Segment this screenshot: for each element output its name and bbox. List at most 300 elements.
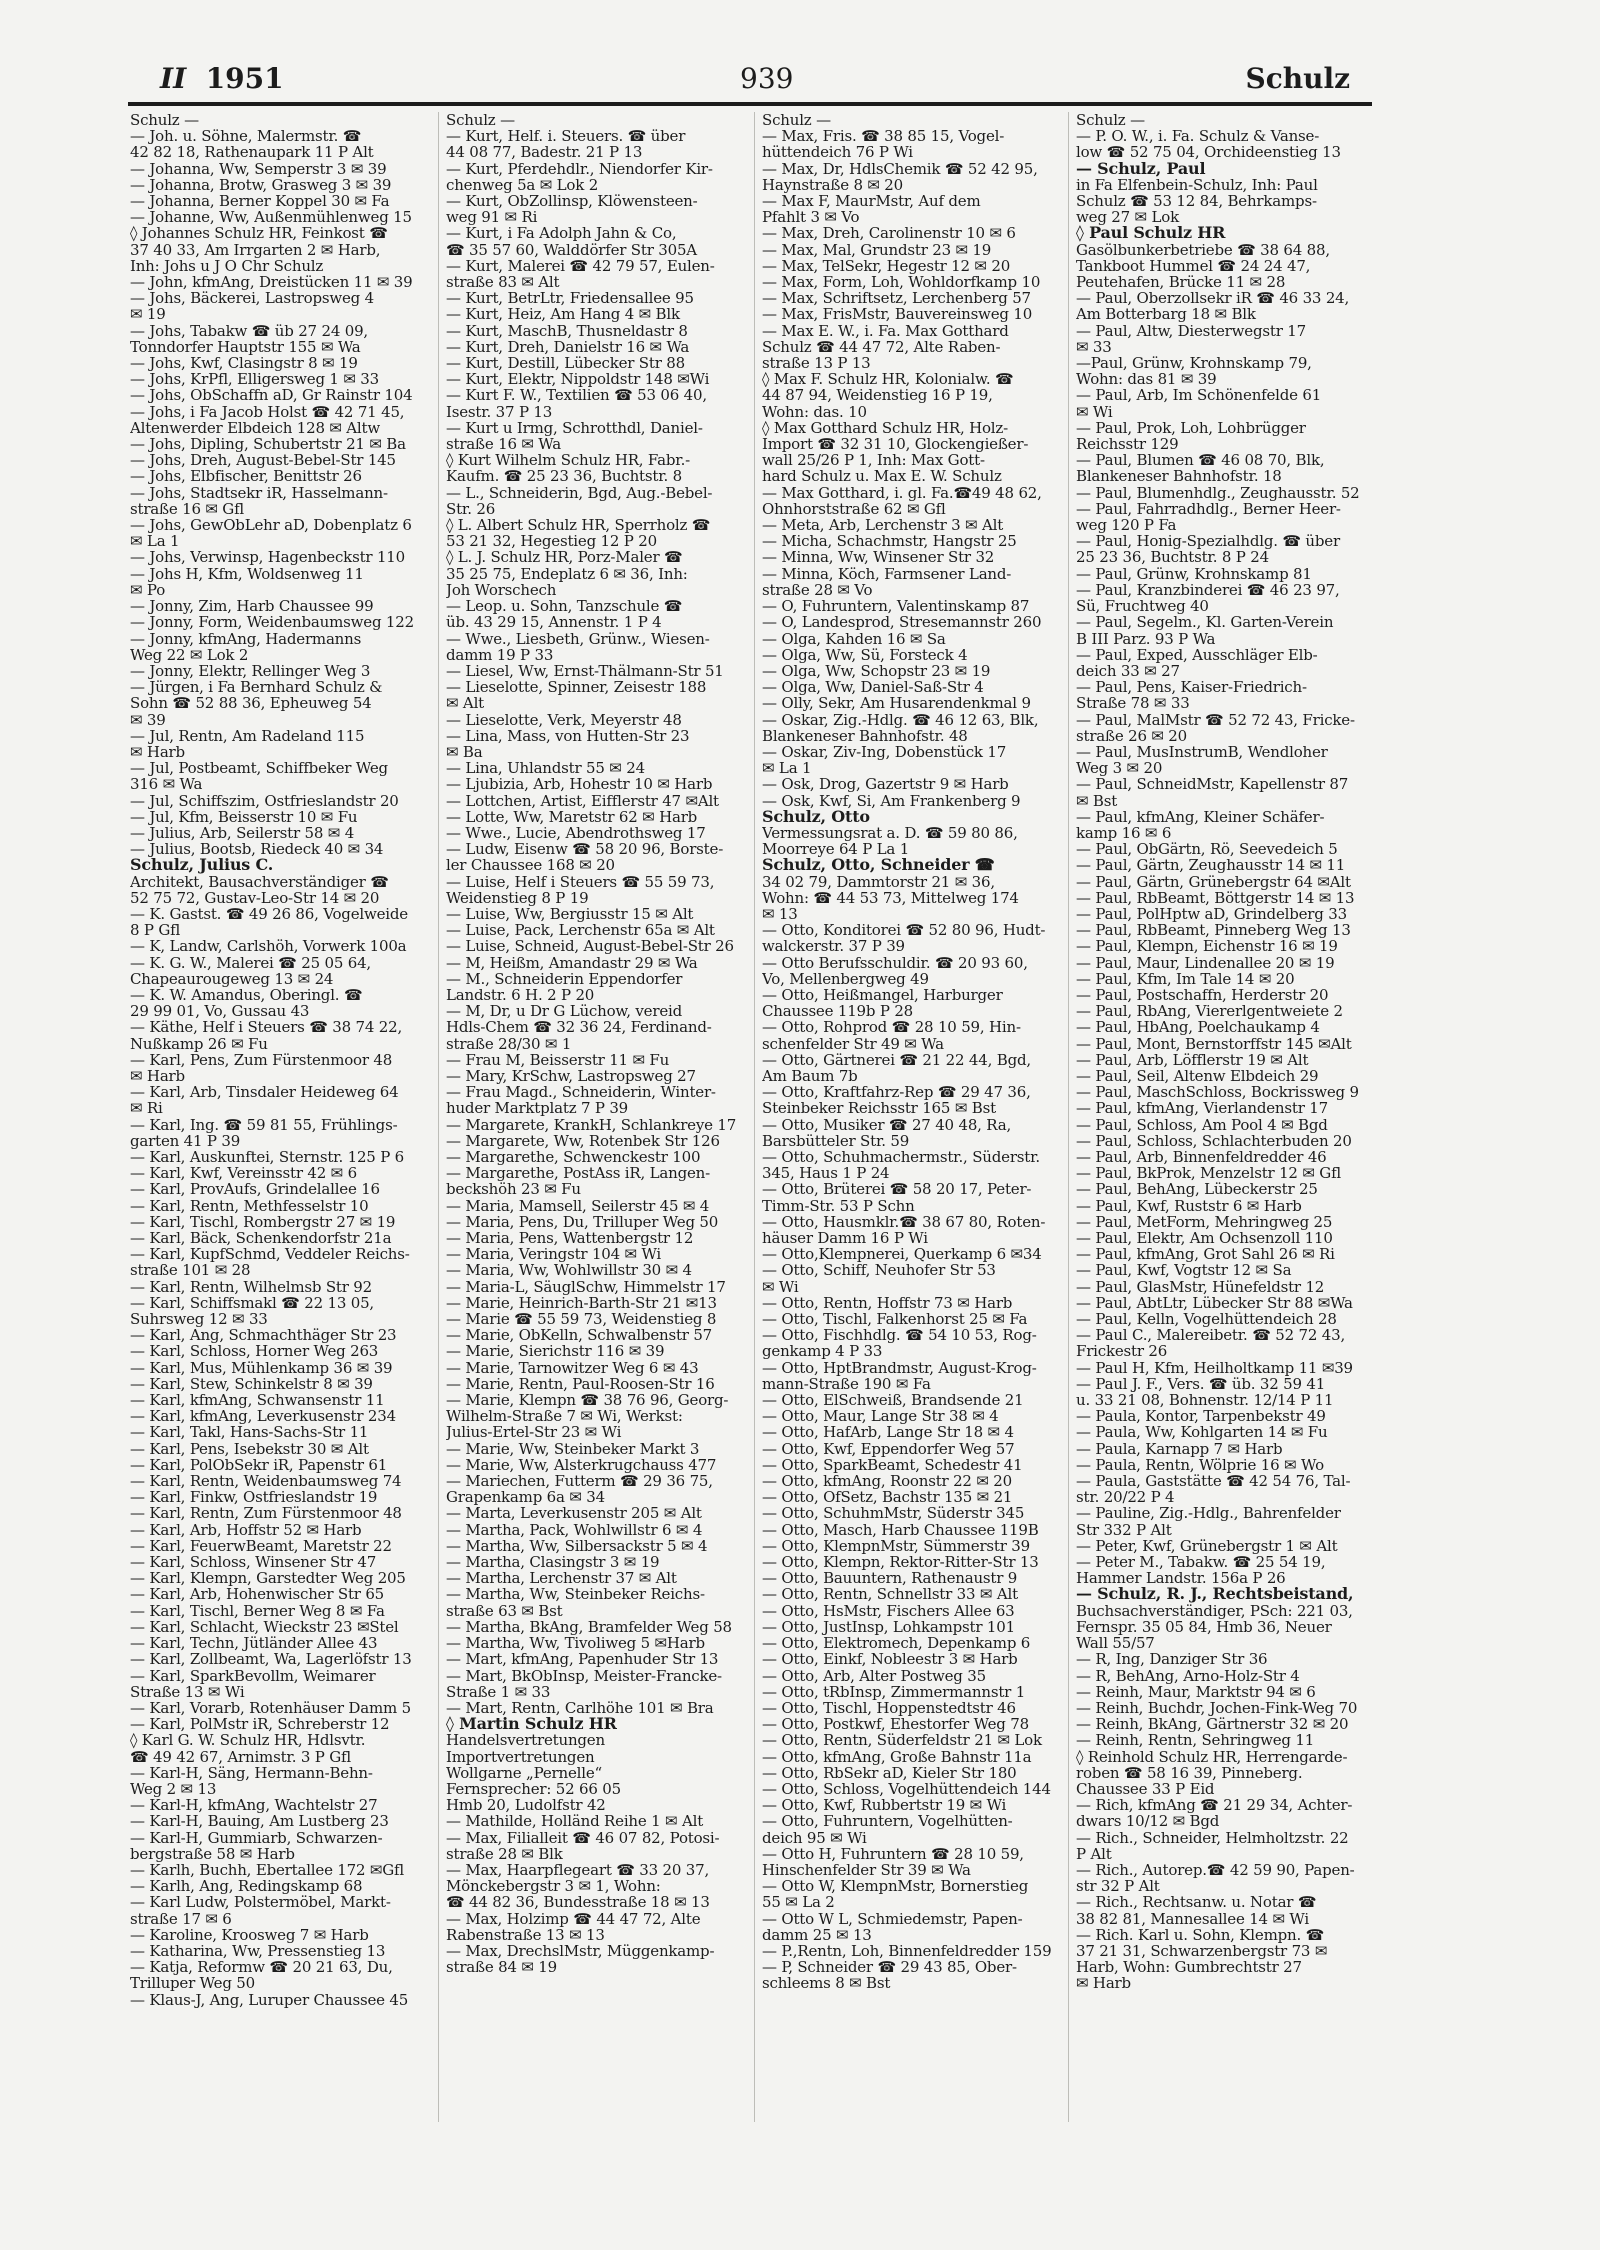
header-rule: [128, 102, 1372, 106]
column-divider: [754, 112, 755, 2122]
directory-entry-line: ✉ 39: [130, 711, 166, 728]
directory-entry-line: Rabenstraße 13 ✉ 13: [446, 1926, 605, 1943]
directory-entry-line: — Jonny, kfmAng, Hadermanns: [130, 630, 362, 647]
directory-entry-line: — Otto, Schuhmachermstr., Süderstr.: [762, 1149, 1041, 1166]
directory-entry-line: — Lotte, Ww, Maretstr 62 ✉ Harb: [446, 808, 698, 825]
directory-entry-line: — Karl, Pens, Zum Fürstenmoor 48: [130, 1051, 393, 1068]
directory-entry-line: — Paul, Honig-Spezialhdlg. ☎ über: [1076, 533, 1340, 550]
directory-entry-line: Reichsstr 129: [1076, 436, 1179, 453]
directory-entry-line: Schulz, Otto, Schneider ☎: [762, 857, 995, 874]
directory-entry-line: — Paul, Schloss, Am Pool 4 ✉ Bgd: [1076, 1116, 1328, 1133]
directory-entry-line: — Otto, Rohprod ☎ 28 10 59, Hin-: [762, 1019, 1021, 1036]
directory-entry-line: — Wwe., Lucie, Abendrothsweg 17: [446, 824, 706, 842]
directory-entry-line: mann-Straße 190 ✉ Fa: [762, 1375, 931, 1393]
directory-entry-line: — Mart, BkObInsp, Meister-Francke-: [446, 1667, 722, 1684]
directory-entry-line: Moorreye 64 P La 1: [762, 841, 910, 858]
directory-entry-line: Altenwerder Elbdeich 128 ✉ Altw: [130, 419, 380, 437]
directory-entry-line: — Marie, Rentn, Paul-Roosen-Str 16: [446, 1375, 715, 1393]
directory-entry-line: — Johs, Tabakw ☎ üb 27 24 09,: [130, 322, 368, 339]
directory-entry-line: — Paul, Grünw, Krohnskamp 81: [1076, 565, 1312, 582]
directory-entry-line: — Max, Filialleit ☎ 46 07 82, Potosi-: [446, 1829, 720, 1846]
directory-entry-line: — Paul, Maur, Lindenallee 20 ✉ 19: [1076, 954, 1335, 971]
directory-entry-line: — Max E. W., i. Fa. Max Gotthard: [762, 322, 1009, 339]
directory-entry-line: — Johs, Elbfischer, Benittstr 26: [130, 468, 362, 485]
directory-entry-line: — Marie, ObKelln, Schwalbenstr 57: [446, 1327, 713, 1344]
directory-entry-line: — Kurt, ObZollinsp, Klöwensteen-: [446, 193, 698, 210]
directory-entry-line: — Paul, Exped, Ausschläger Elb-: [1076, 646, 1318, 663]
directory-entry-line: Gasölbunkerbetriebe ☎ 38 64 88,: [1076, 241, 1330, 258]
directory-entry-line: — Karl, Takl, Hans-Sachs-Str 11: [130, 1424, 369, 1441]
directory-entry-line: — Paul, RbBeamt, Böttgerstr 14 ✉ 13: [1076, 889, 1355, 906]
directory-entry-line: — Max, Dreh, Carolinenstr 10 ✉ 6: [762, 225, 1016, 242]
directory-entry-line: — Karl Ludw, Polstermöbel, Markt-: [130, 1894, 391, 1911]
directory-entry-line: — Kurt F. W., Textilien ☎ 53 06 40,: [446, 387, 707, 404]
directory-entry-line: — Max, FrisMstr, Bauvereinsweg 10: [762, 306, 1033, 323]
directory-entry-line: — Otto, kfmAng, Große Bahnstr 11a: [762, 1748, 1032, 1765]
directory-entry-line: Barsbütteler Str. 59: [762, 1132, 910, 1149]
directory-entry-line: — Karl-H, Bauing, Am Lustberg 23: [130, 1813, 389, 1830]
directory-entry-line: — Max, Holzimp ☎ 44 47 72, Alte: [446, 1910, 701, 1927]
directory-entry-line: — Marie, Tarnowitzer Weg 6 ✉ 43: [446, 1359, 699, 1376]
directory-entry-line: Steinbeker Reichsstr 165 ✉ Bst: [762, 1100, 996, 1117]
directory-entry-line: damm 19 P 33: [446, 646, 554, 663]
directory-entry-line: straße 13 P 13: [762, 355, 871, 372]
directory-entry-line: walckerstr. 37 P 39: [762, 938, 905, 955]
directory-entry-line: ◊ Paul Schulz HR: [1076, 225, 1226, 242]
directory-entry-line: — Otto, Schiff, Neuhofer Str 53: [762, 1262, 996, 1279]
directory-entry-line: — John, kfmAng, Dreistücken 11 ✉ 39: [130, 274, 413, 291]
directory-entry-line: Julius-Ertel-Str 23 ✉ Wi: [446, 1424, 622, 1441]
directory-entry-line: Blankeneser Bahnhofstr. 18: [1076, 468, 1282, 485]
directory-entry-line: ✉ 19: [130, 306, 166, 323]
directory-entry-line: — Paul, ObGärtn, Rö, Seevedeich 5: [1076, 841, 1338, 858]
header-year: 1951: [205, 62, 284, 95]
directory-entry-line: Wohn: ☎ 44 53 73, Mittelweg 174: [762, 889, 1019, 906]
directory-entry-line: — Max Gotthard, i. gl. Fa.☎49 48 62,: [762, 484, 1042, 501]
directory-entry-line: 345, Haus 1 P 24: [762, 1165, 890, 1182]
directory-entry-line: — Pauline, Zig.-Hdlg., Bahrenfelder: [1076, 1505, 1341, 1522]
header-volume: II: [160, 62, 187, 95]
directory-entry-line: — Max, Schriftsetz, Lerchenberg 57: [762, 290, 1031, 307]
directory-entry-line: — Paul, MalMstr ☎ 52 72 43, Fricke-: [1076, 711, 1355, 728]
directory-entry-line: — Paul, Arb, Im Schönenfelde 61: [1076, 387, 1322, 404]
directory-entry-line: — Mary, KrSchw, Lastropsweg 27: [446, 1067, 696, 1085]
directory-entry-line: — Johs, Dreh, August-Bebel-Str 145: [130, 452, 396, 469]
directory-entry-line: — Paul, Kwf, Vogtstr 12 ✉ Sa: [1076, 1262, 1292, 1279]
directory-entry-line: Ohnhorststraße 62 ✉ Gfl: [762, 500, 946, 518]
directory-entry-line: — Johs, ObSchaffn aD, Gr Rainstr 104: [130, 387, 413, 404]
directory-entry-line: — Paul, kfmAng, Vierlandenstr 17: [1076, 1100, 1328, 1117]
directory-entry-line: — Paul, kfmAng, Grot Sahl 26 ✉ Ri: [1076, 1246, 1335, 1263]
directory-entry-line: — Martha, Ww, Steinbeker Reichs-: [446, 1586, 705, 1603]
directory-entry-line: Hammer Landstr. 156a P 26: [1076, 1570, 1286, 1587]
directory-entry-line: — Paul, Altw, Diesterwegstr 17: [1076, 322, 1306, 339]
directory-entry-line: Hinschenfelder Str 39 ✉ Wa: [762, 1861, 971, 1879]
directory-entry-line: Architekt, Bausachverständiger ☎: [130, 873, 389, 890]
directory-entry-line: — Otto, Heißmangel, Harburger: [762, 986, 1003, 1004]
directory-entry-line: Schulz —: [1076, 112, 1145, 129]
directory-entry-line: — Paul, Pens, Kaiser-Friedrich-: [1076, 679, 1307, 696]
directory-entry-line: — Otto W L, Schmiedemstr, Papen-: [762, 1910, 1023, 1927]
directory-entry-line: 8 P Gfl: [130, 922, 181, 939]
directory-entry-line: — Karl, kfmAng, Schwansenstr 11: [130, 1392, 385, 1409]
directory-entry-line: Harb, Wohn: Gumbrechtstr 27: [1076, 1959, 1302, 1976]
directory-entry-line: ◊ L. J. Schulz HR, Porz-Maler ☎: [446, 549, 683, 566]
directory-entry-line: — Maria, Pens, Wattenbergstr 12: [446, 1230, 694, 1247]
directory-entry-line: — Maria, Mamsell, Seilerstr 45 ✉ 4: [446, 1197, 710, 1214]
directory-entry-line: ☎ 44 82 36, Bundesstraße 18 ✉ 13: [446, 1894, 710, 1911]
directory-entry-line: ◊ L. Albert Schulz HR, Sperrholz ☎: [446, 517, 711, 534]
directory-entry-line: Grapenkamp 6a ✉ 34: [446, 1489, 605, 1506]
directory-entry-line: — Marie ☎ 55 59 73, Weidenstieg 8: [446, 1311, 717, 1328]
directory-entry-line: — Max F, MaurMstr, Auf dem: [762, 193, 981, 210]
directory-entry-line: weg 91 ✉ Ri: [446, 209, 538, 226]
directory-entry-line: Schulz, Julius C.: [130, 857, 274, 874]
directory-entry-line: — Maria-L, SäuglSchw, Himmelstr 17: [446, 1278, 726, 1295]
directory-entry-line: Schulz —: [762, 112, 831, 129]
directory-entry-line: Importvertretungen: [446, 1748, 595, 1765]
directory-entry-line: — Karl, Ang, Schmachthäger Str 23: [130, 1327, 397, 1344]
directory-entry-line: Chaussee 119b P 28: [762, 1003, 914, 1020]
directory-entry-line: Str 332 P Alt: [1076, 1521, 1172, 1538]
directory-entry-line: — Paul, Kranzbinderei ☎ 46 23 97,: [1076, 581, 1340, 599]
directory-column-1: [130, 112, 426, 2122]
directory-entry-line: ✉ Alt: [446, 695, 484, 712]
directory-entry-line: — Karl, Kwf, Vereinsstr 42 ✉ 6: [130, 1165, 357, 1182]
directory-entry-line: hard Schulz u. Max E. W. Schulz: [762, 468, 1002, 485]
directory-entry-line: Peutehafen, Brücke 11 ✉ 28: [1076, 274, 1286, 291]
directory-entry-line: — Otto, Einkf, Nobleestr 3 ✉ Harb: [762, 1651, 1018, 1668]
directory-entry-line: — Paul, Arb, Löfflerstr 19 ✉ Alt: [1076, 1051, 1309, 1068]
directory-entry-line: Hdls-Chem ☎ 32 36 24, Ferdinand-: [446, 1019, 712, 1036]
directory-entry-line: — Osk, Drog, Gazertstr 9 ✉ Harb: [762, 776, 1009, 793]
directory-entry-line: ✉ Harb: [130, 743, 185, 761]
directory-entry-line: — Paula, Gaststätte ☎ 42 54 76, Tal-: [1076, 1473, 1351, 1490]
directory-entry-line: Suhrsweg 12 ✉ 33: [130, 1311, 268, 1328]
directory-entry-line: — Mathilde, Holländ Reihe 1 ✉ Alt: [446, 1813, 704, 1830]
directory-entry-line: 52 75 72, Gustav-Leo-Str 14 ✉ 20: [130, 889, 380, 906]
directory-entry-line: — Reinh, Rentn, Sehringweg 11: [1076, 1732, 1315, 1749]
directory-entry-line: — Paul, BkProk, Menzelstr 12 ✉ Gfl: [1076, 1165, 1342, 1182]
directory-entry-line: — Wwe., Liesbeth, Grünw., Wiesen-: [446, 630, 710, 647]
directory-entry-line: — Paul, Fahrradhdlg., Berner Heer-: [1076, 500, 1341, 518]
directory-entry-line: — Karl, Finkw, Ostfrieslandstr 19: [130, 1489, 378, 1506]
directory-entry-line: — Lina, Mass, von Hutten-Str 23: [446, 727, 690, 744]
directory-entry-line: —Paul, Grünw, Krohnskamp 79,: [1076, 355, 1312, 372]
directory-entry-line: — Paul, SchneidMstr, Kapellenstr 87: [1076, 776, 1349, 793]
directory-entry-line: — Reinh, Maur, Marktstr 94 ✉ 6: [1076, 1683, 1316, 1700]
directory-entry-line: — Otto, Gärtnerei ☎ 21 22 44, Bgd,: [762, 1051, 1031, 1068]
directory-entry-line: — Paul, Gärtn, Grünebergstr 64 ✉Alt: [1076, 873, 1351, 890]
directory-entry-line: — Johs, KrPfl, Elligersweg 1 ✉ 33: [130, 371, 379, 388]
directory-entry-line: — Maria, Pens, Du, Trilluper Weg 50: [446, 1213, 719, 1231]
directory-entry-line: — Otto, Rentn, Hoffstr 73 ✉ Harb: [762, 1294, 1013, 1312]
directory-entry-line: — Paul, BehAng, Lübeckerstr 25: [1076, 1181, 1318, 1198]
header-page-number: 939: [740, 62, 794, 95]
directory-entry-line: Fernsprecher: 52 66 05: [446, 1780, 621, 1798]
directory-entry-line: Am Botterbarg 18 ✉ Blk: [1076, 306, 1256, 323]
directory-entry-line: beckshöh 23 ✉ Fu: [446, 1181, 581, 1198]
directory-entry-line: Inh: Johs u J O Chr Schulz: [130, 257, 324, 275]
directory-entry-line: — Oskar, Ziv-Ing, Dobenstück 17: [762, 743, 1007, 761]
directory-entry-line: — Otto, Musiker ☎ 27 40 48, Ra,: [762, 1116, 1012, 1133]
directory-entry-line: Wohn: das 81 ✉ 39: [1076, 371, 1217, 388]
directory-entry-line: — Luise, Helf i Steuers ☎ 55 59 73,: [446, 873, 715, 890]
directory-entry-line: 34 02 79, Dammtorstr 21 ✉ 36,: [762, 873, 995, 890]
directory-entry-line: — Karl-H, Säng, Hermann-Behn-: [130, 1764, 373, 1781]
directory-entry-line: — Olga, Kahden 16 ✉ Sa: [762, 630, 946, 647]
directory-entry-line: — Karlh, Buchh, Ebertallee 172 ✉Gfl: [130, 1861, 405, 1879]
directory-entry-line: — Kurt, i Fa Adolph Jahn & Co,: [446, 225, 677, 242]
directory-entry-line: ✉ La 1: [130, 533, 180, 550]
directory-entry-line: Nußkamp 26 ✉ Fu: [130, 1035, 268, 1052]
directory-entry-line: — Johs, Stadtsekr iR, Hasselmann-: [130, 484, 388, 501]
directory-entry-line: — Joh. u. Söhne, Malermstr. ☎: [130, 128, 362, 145]
directory-entry-line: garten 41 P 39: [130, 1132, 241, 1149]
directory-entry-line: — Otto, Elektromech, Depenkamp 6: [762, 1635, 1031, 1652]
directory-entry-line: — Paul, Blumenhdlg., Zeughausstr. 52: [1076, 484, 1360, 501]
directory-entry-line: — M., Schneiderin Eppendorfer: [446, 970, 683, 987]
directory-entry-line: weg 120 P Fa: [1076, 517, 1177, 534]
directory-entry-line: Frickestr 26: [1076, 1343, 1168, 1360]
directory-entry-line: — Max, Fris. ☎ 38 85 15, Vogel-: [762, 128, 1005, 145]
directory-entry-line: — Maria, Veringstr 104 ✉ Wi: [446, 1246, 662, 1263]
header-keyword: Schulz: [1245, 62, 1350, 95]
directory-entry-line: — Kurt, Destill, Lübecker Str 88: [446, 355, 685, 372]
directory-entry-line: — Paul, MaschSchloss, Bockrissweg 9: [1076, 1084, 1359, 1101]
directory-entry-line: — Otto, Rentn, Schnellstr 33 ✉ Alt: [762, 1586, 1018, 1603]
directory-entry-line: — Johs, i Fa Jacob Holst ☎ 42 71 45,: [130, 403, 405, 420]
directory-entry-line: — Olga, Ww, Schopstr 23 ✉ 19: [762, 662, 991, 680]
directory-entry-line: — Karl, Zollbeamt, Wa, Lagerlöfstr 13: [130, 1651, 412, 1668]
directory-entry-line: — Paul, HbAng, Poelchaukamp 4: [1076, 1019, 1320, 1036]
directory-entry-line: — Otto H, Fuhruntern ☎ 28 10 59,: [762, 1845, 1024, 1862]
directory-entry-line: — Margarete, Ww, Rotenbek Str 126: [446, 1132, 720, 1149]
directory-entry-line: deich 95 ✉ Wi: [762, 1829, 867, 1846]
directory-entry-line: — Kurt, Malerei ☎ 42 79 57, Eulen-: [446, 257, 715, 275]
directory-entry-line: 316 ✉ Wa: [130, 776, 203, 793]
directory-entry-line: — Max, Haarpflegeart ☎ 33 20 37,: [446, 1861, 710, 1879]
directory-entry-line: schenfelder Str 49 ✉ Wa: [762, 1035, 944, 1052]
directory-entry-line: — Rich., Schneider, Helmholtzstr. 22: [1076, 1829, 1349, 1846]
directory-entry-line: 37 40 33, Am Irrgarten 2 ✉ Harb,: [130, 241, 381, 258]
directory-entry-line: ✉ Bst: [1076, 792, 1118, 809]
directory-entry-line: straße 28 ✉ Blk: [446, 1845, 563, 1862]
directory-entry-line: — Paul, Postschaffn, Herderstr 20: [1076, 986, 1329, 1004]
directory-entry-line: wall 25/26 P 1, Inh: Max Gott-: [762, 452, 985, 469]
directory-entry-line: Chaussee 33 P Eid: [1076, 1780, 1215, 1798]
directory-entry-line: — Otto, Kraftfahrz-Rep ☎ 29 47 36,: [762, 1084, 1031, 1101]
directory-entry-line: — Karl, Schiffsmakl ☎ 22 13 05,: [130, 1294, 374, 1312]
column-divider: [1068, 112, 1069, 2122]
directory-entry-line: ◊ Max F. Schulz HR, Kolonialw. ☎: [762, 371, 1014, 388]
directory-entry-line: — Otto, HptBrandmstr, August-Krog-: [762, 1359, 1037, 1376]
directory-entry-line: — Peter M., Tabakw. ☎ 25 54 19,: [1076, 1554, 1326, 1571]
directory-entry-line: ✉ 33: [1076, 338, 1112, 356]
directory-entry-line: Weg 22 ✉ Lok 2: [130, 646, 249, 663]
directory-entry-line: — Karl, Auskunftei, Sternstr. 125 P 6: [130, 1149, 405, 1166]
directory-entry-line: — Karl, FeuerwBeamt, Maretstr 22: [130, 1537, 392, 1555]
directory-entry-line: — Ludw, Eisenw ☎ 58 20 96, Borste-: [446, 841, 724, 858]
directory-entry-line: straße 17 ✉ 6: [130, 1910, 232, 1927]
directory-entry-line: u. 33 21 08, Bohnenstr. 12/14 P 11: [1076, 1392, 1334, 1409]
directory-entry-line: — Paul, Mont, Bernstorffstr 145 ✉Alt: [1076, 1035, 1352, 1052]
directory-entry-line: — Olly, Sekr, Am Husarendenkmal 9: [762, 695, 1031, 712]
directory-entry-line: — Paul, PolHptw aD, Grindelberg 33: [1076, 905, 1347, 923]
directory-entry-line: — Paul, Kfm, Im Tale 14 ✉ 20: [1076, 970, 1295, 987]
directory-entry-line: genkamp 4 P 33: [762, 1343, 883, 1360]
directory-entry-line: — Jul, Schiffszim, Ostfrieslandstr 20: [130, 792, 399, 809]
directory-entry-line: bergstraße 58 ✉ Harb: [130, 1845, 295, 1862]
directory-entry-line: straße 63 ✉ Bst: [446, 1602, 563, 1619]
directory-entry-line: — Micha, Schachmstr, Hangstr 25: [762, 533, 1017, 550]
directory-entry-line: — Otto, Kwf, Rubbertstr 19 ✉ Wi: [762, 1797, 1007, 1814]
directory-entry-line: Mönckebergstr 3 ✉ 1, Wohn:: [446, 1878, 661, 1895]
directory-entry-line: Tankboot Hummel ☎ 24 24 47,: [1076, 257, 1311, 275]
directory-entry-line: straße 83 ✉ Alt: [446, 274, 560, 291]
directory-entry-line: — Karl, Schloss, Winsener Str 47: [130, 1554, 377, 1571]
directory-entry-line: — M, Heißm, Amandastr 29 ✉ Wa: [446, 954, 698, 971]
directory-entry-line: 38 82 81, Mannesallee 14 ✉ Wi: [1076, 1910, 1309, 1927]
directory-entry-line: — Karl, PolMstr iR, Schreberstr 12: [130, 1716, 390, 1733]
directory-entry-line: — Martha, Lerchenstr 37 ✉ Alt: [446, 1570, 677, 1587]
directory-entry-line: — Karoline, Kroosweg 7 ✉ Harb: [130, 1926, 369, 1943]
directory-entry-line: — Jonny, Elektr, Rellinger Weg 3: [130, 662, 371, 680]
directory-entry-line: — Margarethe, Schwenckestr 100: [446, 1149, 701, 1166]
directory-entry-line: Joh Worschech: [446, 581, 557, 599]
directory-entry-line: — P.,Rentn, Loh, Binnenfeldredder 159: [762, 1942, 1052, 1960]
directory-entry-line: — Käthe, Helf i Steuers ☎ 38 74 22,: [130, 1019, 403, 1036]
directory-entry-line: Isestr. 37 P 13: [446, 403, 553, 420]
directory-entry-line: — Otto,Klempnerei, Querkamp 6 ✉34: [762, 1246, 1042, 1263]
directory-entry-line: ✉ 13: [762, 905, 798, 923]
directory-entry-line: — Karl, Stew, Schinkelstr 8 ✉ 39: [130, 1375, 373, 1393]
directory-entry-line: — Max, Form, Loh, Wohldorfkamp 10: [762, 274, 1041, 291]
directory-entry-line: ☎ 35 57 60, Walddörfer Str 305A: [446, 241, 697, 258]
directory-entry-line: Sohn ☎ 52 88 36, Epheuweg 54: [130, 695, 372, 712]
directory-entry-line: in Fa Elfenbein-Schulz, Inh: Paul: [1076, 176, 1318, 194]
directory-entry-line: — Otto, Fuhruntern, Vogelhütten-: [762, 1813, 1013, 1830]
directory-entry-line: — Paula, Karnapp 7 ✉ Harb: [1076, 1440, 1283, 1457]
directory-entry-line: ✉ Harb: [130, 1067, 185, 1085]
directory-entry-line: 44 87 94, Weidenstieg 16 P 19,: [762, 387, 993, 404]
directory-entry-line: — Kurt, Pferdehdlr., Niendorfer Kir-: [446, 160, 713, 177]
directory-entry-line: — Karl, Arb, Hoffstr 52 ✉ Harb: [130, 1521, 362, 1538]
directory-entry-line: — Karl, Tischl, Rombergstr 27 ✉ 19: [130, 1213, 396, 1231]
directory-entry-line: — K, Landw, Carlshöh, Vorwerk 100a: [130, 938, 407, 955]
directory-entry-line: — Otto, JustInsp, Lohkampstr 101: [762, 1618, 1015, 1636]
directory-entry-line: — Karl, Arb, Hohenwischer Str 65: [130, 1586, 385, 1603]
directory-entry-line: — Schulz, R. J., Rechtsbeistand,: [1076, 1586, 1354, 1603]
directory-entry-line: — Paul, Kwf, Ruststr 6 ✉ Harb: [1076, 1197, 1302, 1214]
directory-entry-line: deich 33 ✉ 27: [1076, 662, 1180, 680]
directory-entry-line: — Karl, Vorarb, Rotenhäuser Damm 5: [130, 1699, 411, 1717]
directory-entry-line: Kaufm. ☎ 25 23 36, Buchtstr. 8: [446, 468, 683, 485]
directory-entry-line: — Luise, Pack, Lerchenstr 65a ✉ Alt: [446, 922, 715, 939]
directory-entry-line: str. 20/22 P 4: [1076, 1489, 1175, 1506]
directory-entry-line: — Kurt, Heiz, Am Hang 4 ✉ Blk: [446, 306, 680, 323]
directory-entry-line: Weg 3 ✉ 20: [1076, 760, 1163, 777]
directory-entry-line: — P. O. W., i. Fa. Schulz & Vanse-: [1076, 128, 1320, 145]
directory-entry-line: chenweg 5a ✉ Lok 2: [446, 176, 599, 194]
directory-entry-line: — Otto, Tischl, Hoppenstedtstr 46: [762, 1699, 1016, 1717]
directory-entry-line: — Johs, GewObLehr aD, Dobenplatz 6: [130, 517, 412, 534]
directory-entry-line: — Otto, Masch, Harb Chaussee 119B: [762, 1521, 1039, 1538]
directory-entry-line: — Mariechen, Futterm ☎ 29 36 75,: [446, 1473, 713, 1490]
directory-entry-line: Landstr. 6 H. 2 P 20: [446, 986, 595, 1004]
directory-entry-line: huder Marktplatz 7 P 39: [446, 1100, 629, 1117]
directory-entry-line: 37 21 31, Schwarzenbergstr 73 ✉: [1076, 1942, 1328, 1960]
directory-entry-line: — Julius, Arb, Seilerstr 58 ✉ 4: [130, 824, 355, 842]
directory-entry-line: ✉ Wi: [762, 1278, 799, 1295]
directory-entry-line: ✉ Ba: [446, 743, 483, 761]
directory-entry-line: — Otto, Postkwf, Ehestorfer Weg 78: [762, 1716, 1029, 1733]
directory-entry-line: Wilhelm-Straße 7 ✉ Wi, Werkst:: [446, 1408, 683, 1425]
directory-entry-line: — Paul, Arb, Binnenfeldredder 46: [1076, 1149, 1327, 1166]
directory-entry-line: straße 26 ✉ 20: [1076, 727, 1187, 744]
directory-entry-line: — Otto, SchuhmMstr, Süderstr 345: [762, 1505, 1025, 1522]
directory-entry-line: — Karl, Schloss, Horner Weg 263: [130, 1343, 379, 1360]
directory-entry-line: Buchsachverständiger, PSch: 221 03,: [1076, 1602, 1353, 1619]
directory-entry-line: — Johs, Verwinsp, Hagenbeckstr 110: [130, 549, 405, 566]
directory-entry-line: — Paul, Kelln, Vogelhüttendeich 28: [1076, 1311, 1337, 1328]
directory-entry-line: — Margarethe, PostAss iR, Langen-: [446, 1165, 710, 1182]
directory-entry-line: Weidenstieg 8 P 19: [446, 889, 589, 906]
directory-entry-line: — Paul, AbtLtr, Lübecker Str 88 ✉Wa: [1076, 1294, 1353, 1312]
directory-entry-line: — Marie, Heinrich-Barth-Str 21 ✉13: [446, 1294, 717, 1312]
directory-entry-line: ler Chaussee 168 ✉ 20: [446, 857, 615, 874]
directory-entry-line: — Osk, Kwf, Si, Am Frankenberg 9: [762, 792, 1021, 809]
directory-column-3: [762, 112, 1058, 2122]
directory-entry-line: — Otto, Maur, Lange Str 38 ✉ 4: [762, 1408, 999, 1425]
directory-entry-line: — Otto, tRbInsp, Zimmermannstr 1: [762, 1683, 1026, 1700]
directory-entry-line: Am Baum 7b: [762, 1067, 858, 1085]
directory-entry-line: — Liesel, Ww, Ernst-Thälmann-Str 51: [446, 662, 724, 680]
directory-entry-line: ✉ Wi: [1076, 403, 1113, 420]
directory-entry-line: — Otto, RbSekr aD, Kieler Str 180: [762, 1764, 1017, 1781]
directory-entry-line: — Paul, Blumen ☎ 46 08 70, Blk,: [1076, 452, 1325, 469]
directory-entry-line: Chapeaurougeweg 13 ✉ 24: [130, 970, 334, 987]
directory-entry-line: straße 16 ✉ Wa: [446, 436, 561, 453]
directory-entry-line: — Minna, Köch, Farmsener Land-: [762, 565, 1012, 582]
directory-entry-line: 35 25 75, Endeplatz 6 ✉ 36, Inh:: [446, 565, 688, 582]
directory-column-4: [1076, 112, 1372, 2122]
directory-entry-line: Straße 13 ✉ Wi: [130, 1683, 245, 1700]
directory-entry-line: — Margarete, KrankH, Schlankreye 17: [446, 1116, 737, 1133]
directory-entry-line: — Max, DrechslMstr, Müggenkamp-: [446, 1942, 715, 1960]
directory-entry-line: — Reinh, BkAng, Gärtnerstr 32 ✉ 20: [1076, 1716, 1349, 1733]
directory-entry-line: — Karl, ProvAufs, Grindelallee 16: [130, 1181, 380, 1198]
directory-entry-line: B III Parz. 93 P Wa: [1076, 630, 1216, 647]
directory-entry-line: — Paula, Kontor, Tarpenbekstr 49: [1076, 1408, 1326, 1425]
directory-entry-line: Hmb 20, Ludolfstr 42: [446, 1797, 606, 1814]
directory-entry-line: — Paul, kfmAng, Kleiner Schäfer-: [1076, 808, 1325, 825]
directory-entry-line: 25 23 36, Buchtstr. 8 P 24: [1076, 549, 1269, 566]
directory-entry-line: — Rich. Karl u. Sohn, Klempn. ☎: [1076, 1926, 1325, 1943]
directory-entry-line: — Otto, Brüterei ☎ 58 20 17, Peter-: [762, 1181, 1032, 1198]
directory-entry-line: Weg 2 ✉ 13: [130, 1780, 217, 1798]
directory-entry-line: — Karl-H, Gummiarb, Schwarzen-: [130, 1829, 383, 1846]
directory-entry-line: Vermessungsrat a. D. ☎ 59 80 86,: [762, 824, 1018, 842]
directory-entry-line: — Karl, Rentn, Zum Fürstenmoor 48: [130, 1505, 402, 1522]
directory-entry-line: — Otto, Hausmklr.☎ 38 67 80, Roten-: [762, 1213, 1046, 1231]
directory-entry-line: — R, Ing, Danziger Str 36: [1076, 1651, 1268, 1668]
page-header: [160, 62, 1350, 102]
directory-entry-line: Fernspr. 35 05 84, Hmb 36, Neuer: [1076, 1618, 1332, 1636]
directory-entry-line: — Paul, Segelm., Kl. Garten-Verein: [1076, 614, 1334, 631]
directory-entry-line: — Paul, GlasMstr, Hünefeldstr 12: [1076, 1278, 1325, 1295]
directory-entry-line: — Otto, SparkBeamt, Schedestr 41: [762, 1456, 1023, 1474]
